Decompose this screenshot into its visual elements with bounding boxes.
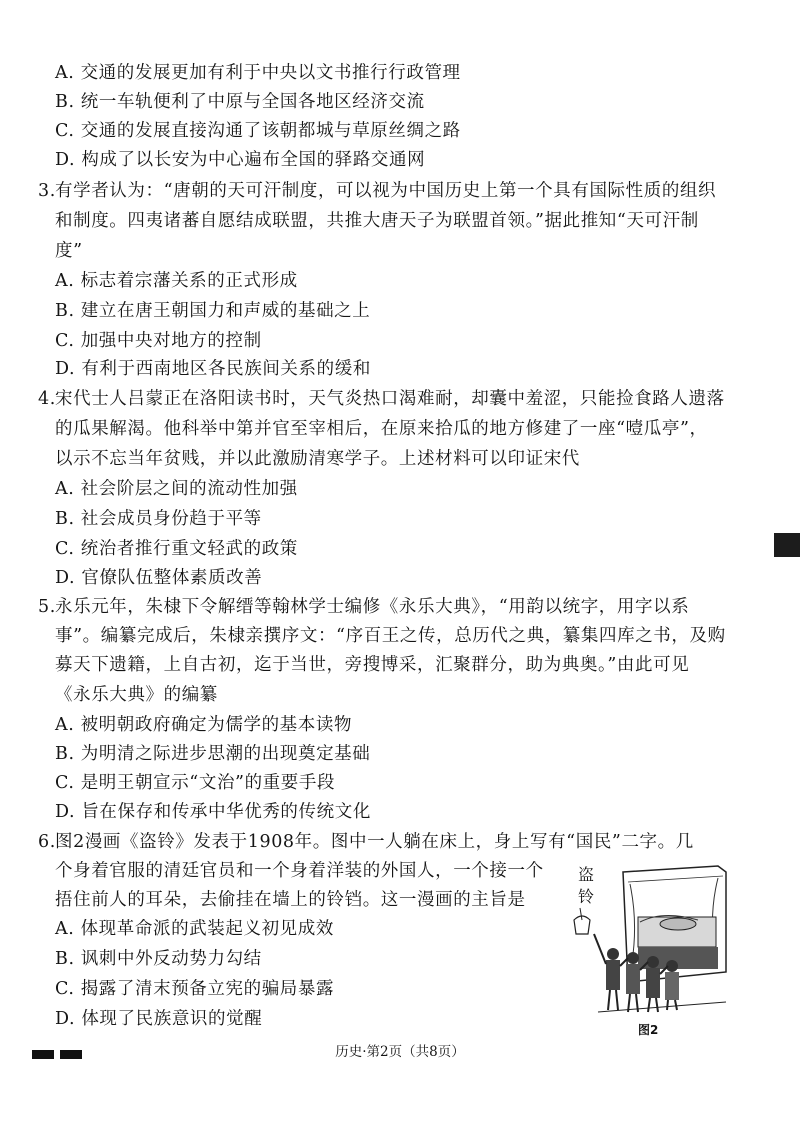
question-stem-line: 的瓜果解渴。他科举中第并官至宰相后，在原来拾瓜的地方修建了一座“噎瓜亭”， [55,419,708,439]
question-number: 6. [38,832,56,852]
question-stem: 4.宋代士人吕蒙正在洛阳读书时，天气炎热口渴难耐，却囊中羞涩，只能捡食路人遗落 [38,386,725,412]
question-stem-line: 募天下遗籍，上自古初，迄于当世，旁搜博采，汇聚群分，助为典奥。”由此可见 [55,655,690,675]
option-text: B. 讽刺中外反动势力勾结 [55,949,262,969]
question-number: 4. [38,389,56,409]
question-stem-line: 和制度。四夷诸蕃自愿结成联盟，共推大唐天子为联盟首领。”据此推知“天可汗制 [55,211,699,231]
option-text: B. 统一车轨便利了中原与全国各地区经济交流 [55,92,425,112]
option-text: A. 被明朝政府确定为儒学的基本读物 [55,715,353,735]
question-stem-line: 度” [55,241,83,261]
option-text: A. 体现革命派的武装起义初见成效 [55,919,334,939]
question-stem: 6.图2漫画《盗铃》发表于1908年。图中一人躺在床上，身上写有“国民”二字。几 [38,829,694,855]
question-stem: 5.永乐元年，朱棣下令解缙等翰林学士编修《永乐大典》，“用韵以统字，用字以系 [38,594,689,620]
question-stem: 3.有学者认为：“唐朝的天可汗制度，可以视为中国历史上第一个具有国际性质的组织 [38,178,716,204]
option-text: D. 旨在保存和传承中华优秀的传统文化 [55,802,371,822]
question-stem-line: 事”。编纂完成后，朱棣亲撰序文：“序百王之传，总历代之典，纂集四库之书，及购 [55,626,726,646]
option-text: C. 加强中央对地方的控制 [55,331,262,351]
option-text: A. 标志着宗藩关系的正式形成 [55,271,298,291]
question-number: 5. [38,597,56,617]
question-stem-line: 《永乐大典》的编纂 [55,685,218,705]
question-stem-line: 个身着官服的清廷官员和一个身着洋装的外国人，一个接一个 [55,861,544,881]
option-text: D. 体现了民族意识的觉醒 [55,1009,263,1029]
option-text: C. 是明王朝宣示“文治”的重要手段 [55,773,336,793]
cartoon-title-char: 铃 [578,887,595,906]
option-text: B. 社会成员身份趋于平等 [55,509,262,529]
question-number: 3. [38,181,56,201]
option-text: C. 统治者推行重文轻武的政策 [55,539,298,559]
question-stem-line: 以示不忘当年贫贱，并以此激励清寒学子。上述材料可以印证宋代 [55,449,580,469]
option-text: A. 交通的发展更加有利于中央以文书推行行政管理 [55,63,461,83]
option-text: C. 交通的发展直接沟通了该朝都城与草原丝绸之路 [55,121,461,141]
option-text: C. 揭露了清末预备立宪的骗局暴露 [55,979,335,999]
page-footer: 历史·第2页（共8页） [335,1044,465,1060]
option-text: D. 构成了以长安为中心遍布全国的驿路交通网 [55,150,426,170]
cartoon-figure [568,862,728,1042]
option-text: B. 为明清之际进步思潮的出现奠定基础 [55,744,371,764]
question-stem-line: 捂住前人的耳朵，去偷挂在墙上的铃铛。这一漫画的主旨是 [55,890,526,910]
figure-caption: 图2 [638,1023,659,1037]
option-text: D. 官僚队伍整体素质改善 [55,568,263,588]
option-text: B. 建立在唐王朝国力和声威的基础之上 [55,301,371,321]
option-text: D. 有利于西南地区各民族间关系的缓和 [55,359,371,379]
option-text: A. 社会阶层之间的流动性加强 [55,479,298,499]
cartoon-illustration [568,862,728,1042]
cartoon-title-char: 盗 [578,865,595,884]
edge-mark [774,533,800,557]
